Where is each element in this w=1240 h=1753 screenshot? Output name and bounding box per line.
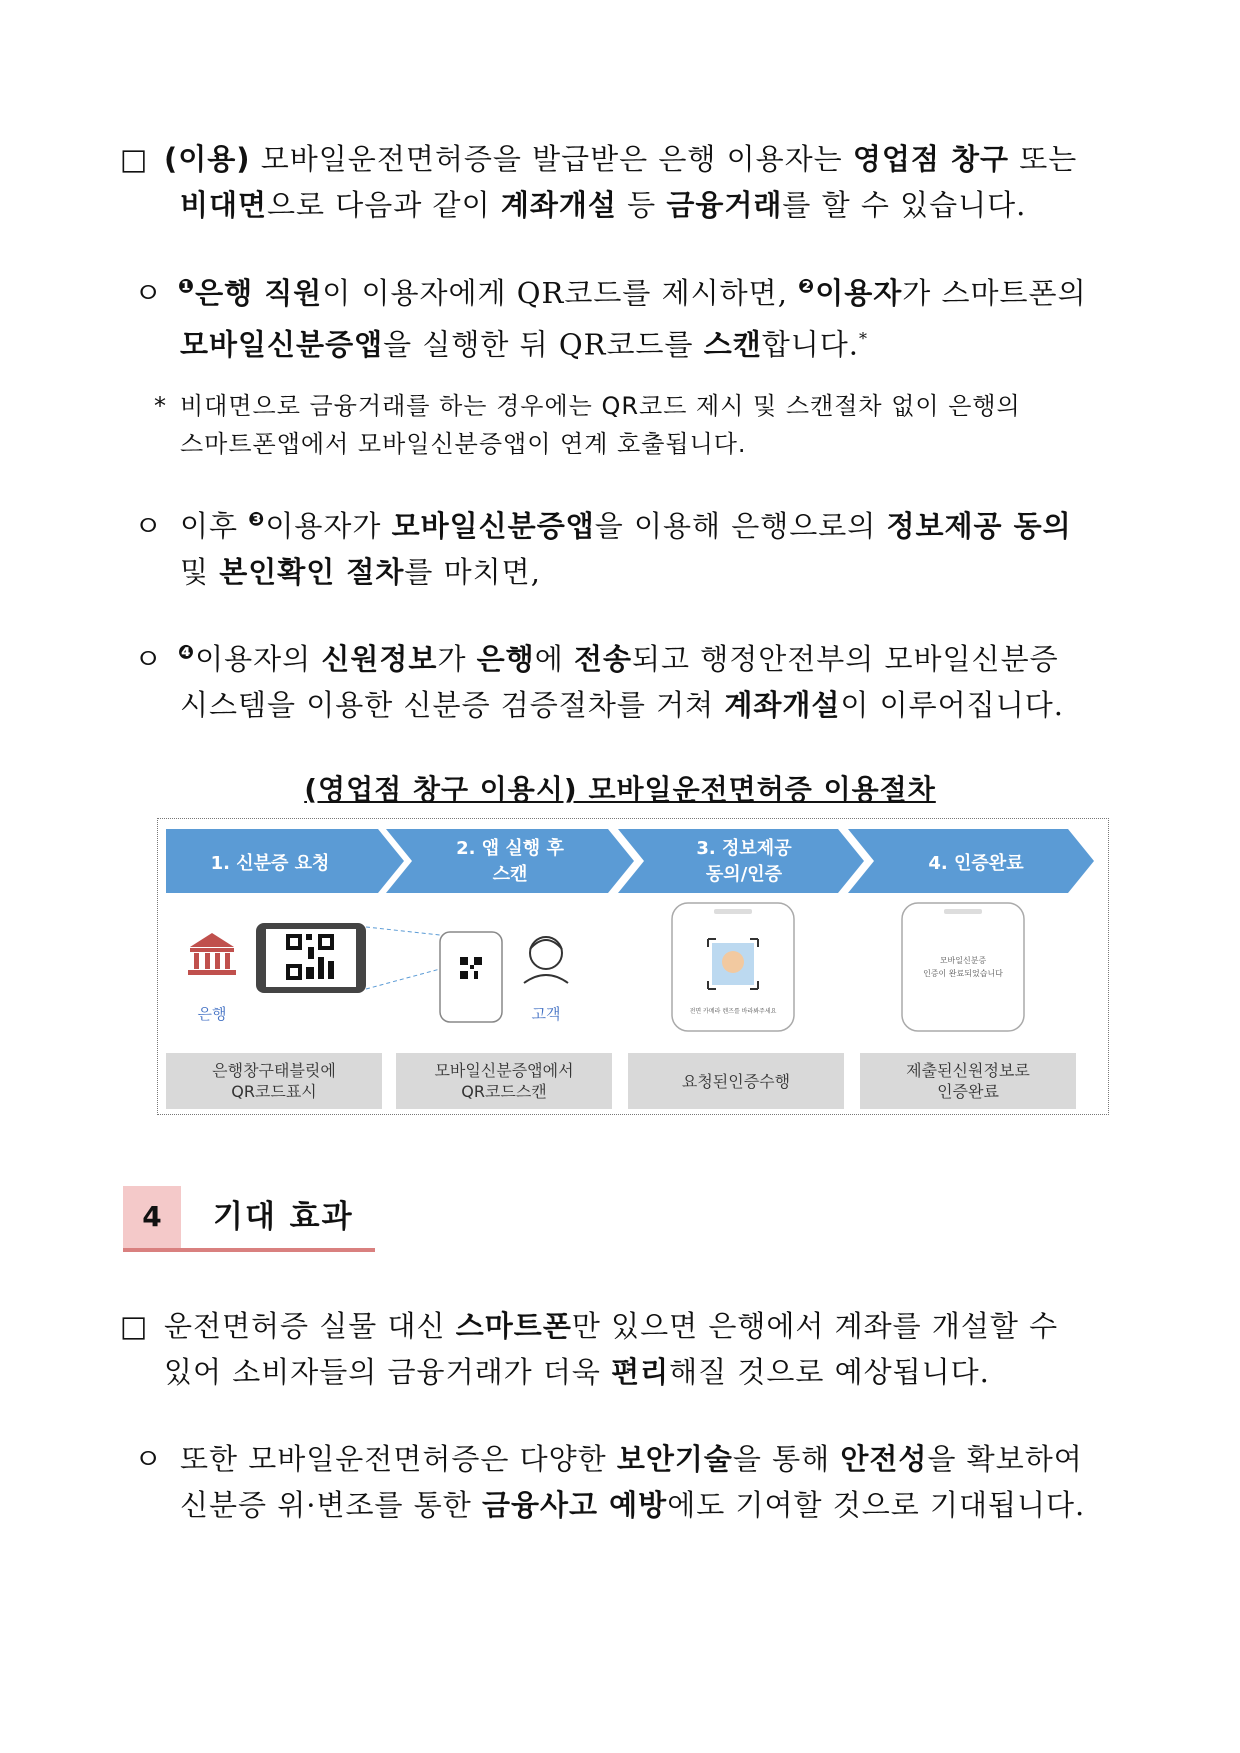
bold-text: 이용자 [815,276,903,310]
number-4-icon: ❹ [178,641,196,664]
text-span: 이 이루어집니다. [840,688,1064,722]
bank-label: 은행 [197,1005,227,1023]
bold-text: 스캔 [703,327,762,362]
bold-text: 비대면 [180,188,268,222]
step12-line-2 [120,316,1130,368]
step4-line-1 [120,636,1130,682]
usage-paragraph [120,136,1130,228]
step-3-label-line2: 동의/인증 [705,864,783,885]
step-1-2-paragraph [120,270,1130,368]
process-diagram [158,819,1108,1114]
footnote-star: * [154,392,167,420]
text-span: 이후 [180,509,249,543]
number-3-icon: ❸ [248,508,266,531]
circle-bullet: ㅇ [134,276,164,310]
text-span: 를 할 수 있습니다. [782,188,1027,222]
text-span: 신분증 위·변조를 통한 [180,1488,482,1522]
text-span: 을 확보하여 [927,1442,1083,1476]
text-span: 및 [180,555,220,589]
bank-icon [188,933,236,975]
step-4-paragraph [120,636,1130,728]
bold-text: 스마트폰 [455,1309,572,1343]
security-line-2 [120,1482,1130,1528]
customer-label: 고객 [531,1005,561,1023]
text-span: 되고 행정안전부의 모바일신분증 [631,642,1059,676]
text-span: 등 [616,188,667,222]
text-span: 으로 다음과 같이 [267,188,501,222]
section-title: 기대 효과 [213,1199,354,1235]
effect-paragraph [120,1303,1130,1395]
text-span: 가 [437,642,477,676]
section-number: 4 [123,1186,181,1248]
footnote-line-2: 스마트폰앱에서 모바일신분증앱이 연계 호출됩니다. [180,430,747,458]
bold-text: 전송 [573,642,632,676]
bold-text: 신원정보 [321,642,438,676]
bold-text: 영업점 창구 [852,142,1010,176]
text-span: 모바일운전면허증을 발급받은 은행 이용자는 [250,142,853,176]
bold-text: 정보제공 동의 [886,509,1072,543]
phone-icon [440,932,502,1022]
text-span: 을 이용해 은행으로의 [594,509,887,543]
scan-line-bottom [366,969,440,989]
text-span: 에도 기여할 것으로 기대됩니다. [667,1488,1086,1522]
effect-line-2 [120,1349,1130,1395]
circle-bullet: ㅇ [134,1442,164,1476]
section-underline [123,1248,375,1252]
bold-text: 보안기술 [616,1442,733,1476]
security-paragraph [120,1436,1130,1528]
bold-text: 계좌개설 [500,188,617,222]
caption-4-line1: 제출된신원정보로 [906,1061,1030,1080]
auth-complete-phone [902,903,1024,1031]
text-span: 을 실행한 뒤 QR코드를 [383,327,704,362]
figure-title: (영업점 창구 이용시) 모바일운전면허증 이용절차 [304,773,936,806]
text-span: 있어 소비자들의 금융거래가 더욱 [164,1355,612,1389]
text-span: 을 통해 [732,1442,841,1476]
bold-text: 계좌개설 [724,688,841,722]
face-hint-text: 전면 카메라 렌즈를 바라봐주세요 [689,1008,777,1015]
text-span: 를 마치면, [404,555,541,589]
face-scan-icon [708,939,758,989]
circle-bullet: ㅇ [134,509,164,543]
usage-line-2 [120,182,1130,228]
section-header [123,1186,375,1252]
caption-1-line2: QR코드표시 [231,1082,317,1101]
usage-line-1 [120,136,1130,182]
square-bullet: □ [120,142,149,176]
bold-text: 금융거래 [666,188,783,222]
text-span: 또는 [1009,142,1078,176]
bold-text: 편리 [611,1355,670,1389]
text-span: 시스템을 이용한 신분증 검증절차를 거쳐 [180,688,725,722]
scan-line-top [366,927,440,935]
done-text-line1: 모바일신분증 [939,956,987,965]
caption-3-line1: 요청된인증수행 [681,1072,791,1091]
bold-text: 본인확인 절차 [219,555,405,589]
text-span: 가 스마트폰의 [902,276,1087,310]
footnote-line-1: 비대면으로 금융거래를 하는 경우에는 QR코드 제시 및 스캔절차 없이 은행의 [180,392,1021,420]
bold-text: 모바일신분증앱 [391,509,595,543]
caption-2-line1: 모바일신분증앱에서 [434,1061,574,1080]
text-span: 또한 모바일운전면허증은 다양한 [180,1442,617,1476]
square-bullet: □ [120,1309,149,1343]
step12-line-1 [120,270,1130,316]
text-span: 합니다. [761,327,860,362]
caption-2-line2: QR코드스캔 [461,1082,547,1101]
bold-text: 안전성 [840,1442,928,1476]
step-2-label-line2: 스캔 [492,864,528,885]
step-2-label-line1: 2. 앱 실행 후 [456,838,564,859]
footnote [150,387,1130,463]
text-span: 해질 것으로 예상됩니다. [669,1355,990,1389]
step-1-label: 1. 신분증 요청 [210,853,330,874]
bold-text: 은행 [476,642,535,676]
text-span: 운전면허증 실물 대신 [164,1309,456,1343]
usage-head: (이용) [164,142,251,176]
step-3-paragraph [120,503,1130,595]
caption-4-line2: 인증완료 [937,1082,999,1101]
text-span: 이 이용자에게 QR코드를 제시하면, [322,276,799,310]
done-text-line2: 인증이 완료되었습니다 [923,969,1003,978]
step-4-label: 4. 인증완료 [928,853,1024,874]
customer-icon [524,937,568,983]
text-span: 이용자의 [195,642,322,676]
footnote-mark: * [859,329,869,348]
step3-line-2 [120,549,1130,595]
bold-text: 모바일신분증앱 [180,327,384,362]
security-line-1 [120,1436,1130,1482]
step-3-label-line1: 3. 정보제공 [696,838,792,859]
text-span: 만 있으면 은행에서 계좌를 개설할 수 [571,1309,1059,1343]
caption-1-line1: 은행창구태블릿에 [212,1061,336,1080]
effect-line-1 [120,1303,1130,1349]
text-span: 에 [534,642,574,676]
text-span: 이용자가 [265,509,392,543]
process-figure [157,818,1109,1115]
number-1-icon: ❶ [178,275,196,298]
bold-text: 은행 직원 [195,276,323,310]
number-2-icon: ❷ [798,275,816,298]
step3-line-1 [120,503,1130,549]
circle-bullet: ㅇ [134,642,164,676]
step4-line-2 [120,682,1130,728]
bold-text: 금융사고 예방 [482,1488,668,1522]
